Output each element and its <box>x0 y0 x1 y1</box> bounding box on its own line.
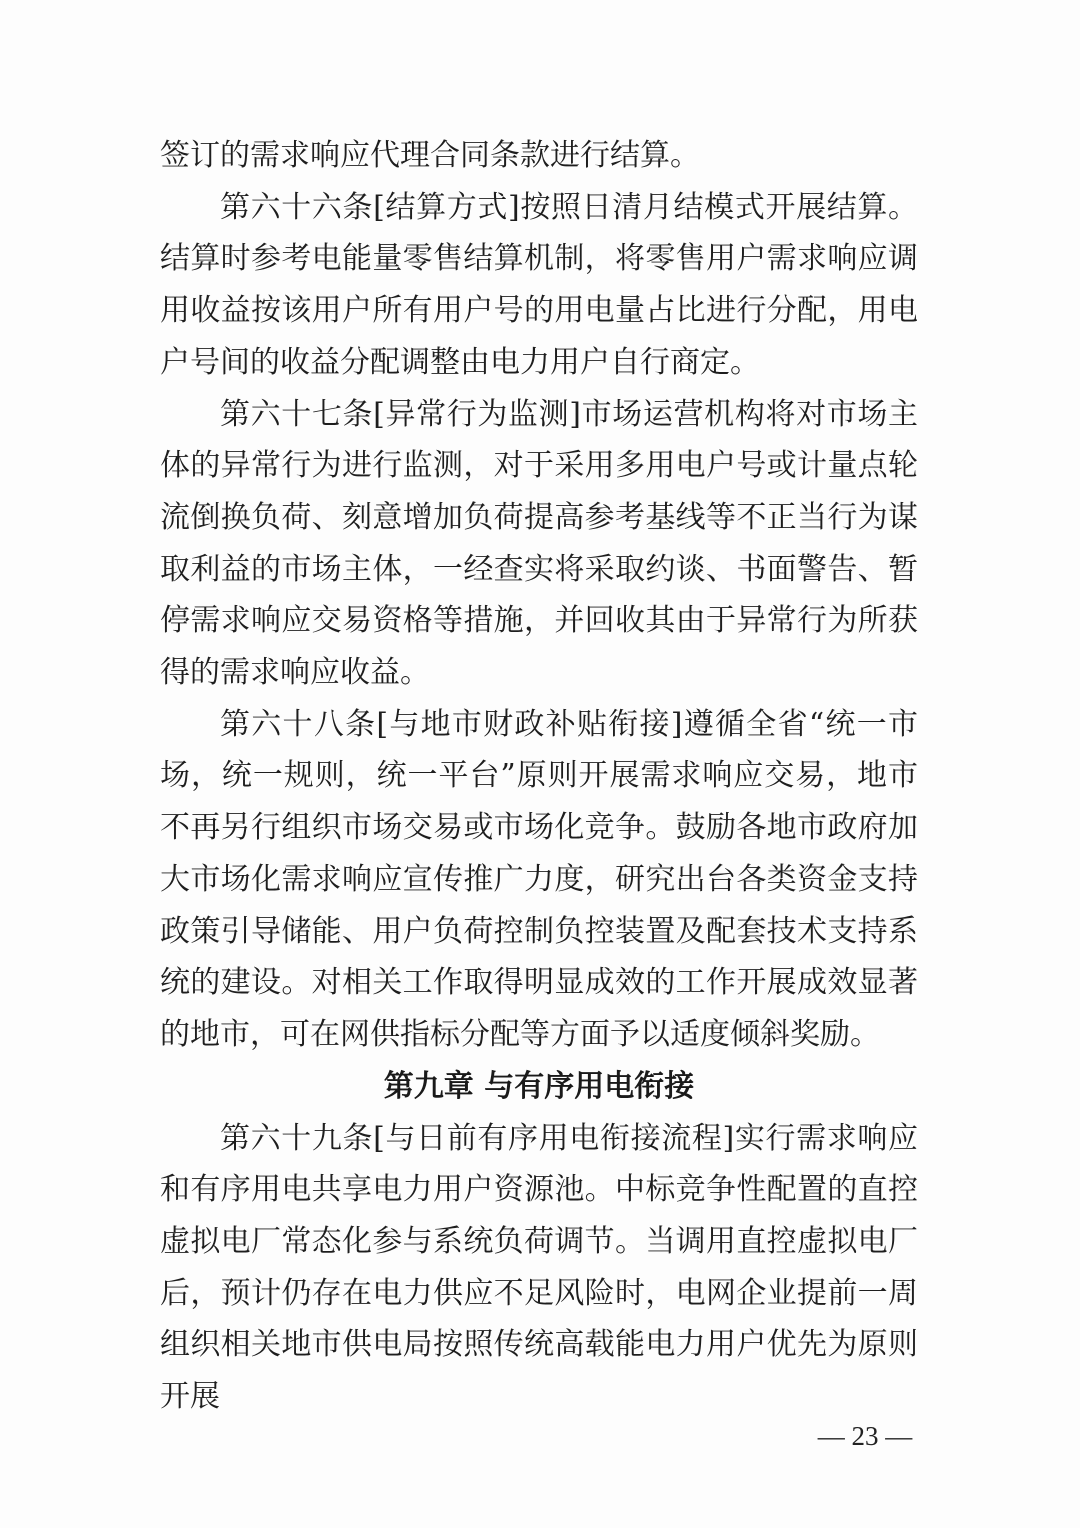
page-number: — 23 — <box>817 1421 913 1451</box>
paragraph-continuation: 签订的需求响应代理合同条款进行结算。 <box>160 138 700 173</box>
article-66-paragraph: 第六十六条[结算方式]按照日清月结模式开展结算。结算时参考电能量零售结算机制，将零售用户需求响应调用收益按该用户所有用户号的用电量占比进行分配，用电户号间的收益分配调整由电力用户自行商定。 <box>160 189 918 380</box>
chapter-heading: 第九章 与有序用电衔接 <box>383 1068 695 1104</box>
body-text <box>160 130 918 1423</box>
article-69-paragraph: 第六十九条[与日前有序用电衔接流程]实行需求响应和有序用电共享电力用户资源池。中标竞争性配置的直控虚拟电厂常态化参与系统负荷调节。当调用直控虚拟电厂后，预计仍存在电力供应不足风险时，电网企业提前一周组织相关地市供电局按照传统高载能电力用户优先为原则开展 <box>160 1120 918 1415</box>
article-67-paragraph: 第六十七条[异常行为监测]市场运营机构将对市场主体的异常行为进行监测，对于采用多用电户号或计量点轮流倒换负荷、刻意增加负荷提高参考基线等不正当行为谋取利益的市场主体，一经查实将采取约谈、书面警告、暂停需求响应交易资格等措施，并回收其由于异常行为所获得的需求响应收益。 <box>160 396 918 691</box>
article-68-paragraph: 第六十八条[与地市财政补贴衔接]遵循全省“统一市场，统一规则，统一平台”原则开展需求响应交易，地市不再另行组织市场交易或市场化竞争。鼓励各地市政府加大市场化需求响应宣传推广力度，研究出台各类资金支持政策引导储能、用户负荷控制负控装置及配套技术支持系统的建设。对相关工作取得明显成效的工作开展成效显著的地市，可在网供指标分配等方面予以适度倾斜奖励。 <box>160 706 918 1052</box>
